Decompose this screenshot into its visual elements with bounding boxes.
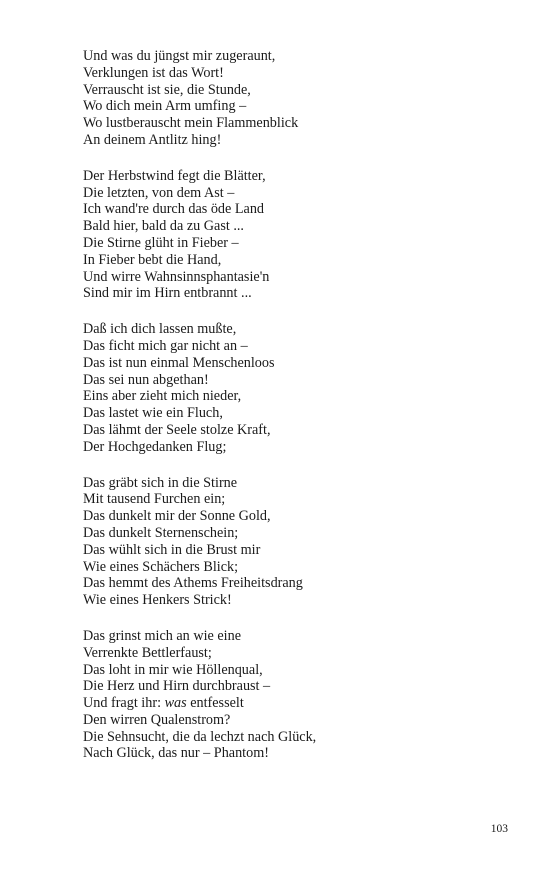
verse-line: Die Sehnsucht, die da lechzt nach Glück, bbox=[83, 728, 317, 745]
verse-line bbox=[83, 695, 523, 712]
verse-line: Bald hier, bald da zu Gast ... bbox=[83, 218, 244, 235]
verse-line: In Fieber bebt die Hand, bbox=[83, 251, 222, 268]
verse-line: Das loht in mir wie Höllenqual, bbox=[83, 661, 263, 678]
verse-line: Das hemmt des Athems Freiheitsdrang bbox=[83, 575, 303, 592]
verse-line: Die Stirne glüht in Fieber – bbox=[83, 234, 239, 251]
verse-line: Das dunkelt Sternenschein; bbox=[83, 524, 239, 541]
stanza bbox=[83, 321, 523, 455]
verse-line: Das sei nun abgethan! bbox=[83, 371, 209, 388]
verse-line: Das grinst mich an wie eine bbox=[83, 627, 241, 644]
verse-line: Das gräbt sich in die Stirne bbox=[83, 474, 238, 491]
verse-line: Der Hochgedanken Flug; bbox=[83, 438, 227, 455]
verse-line: An deinem Antlitz hing! bbox=[83, 131, 222, 148]
verse-line: Verklungen ist das Wort! bbox=[83, 64, 224, 81]
stanza bbox=[83, 168, 523, 302]
verse-line: Wo lustberauscht mein Flammenblick bbox=[83, 115, 299, 132]
verse-line: Eins aber zieht mich nieder, bbox=[83, 388, 242, 405]
verse-line: Und was du jüngst mir zugeraunt, bbox=[83, 48, 276, 64]
verse-line: Verrauscht ist sie, die Stunde, bbox=[83, 81, 251, 98]
verse-line: Das lastet wie ein Fluch, bbox=[83, 405, 223, 422]
stanza bbox=[83, 475, 523, 609]
verse-line: Das dunkelt mir der Sonne Gold, bbox=[83, 508, 271, 525]
verse-line: Das lähmt der Seele stolze Kraft, bbox=[83, 421, 271, 438]
verse-line: Die letzten, von dem Ast – bbox=[83, 184, 235, 201]
verse-line: Wie eines Henkers Strick! bbox=[83, 592, 232, 609]
verse-line: Mit tausend Furchen ein; bbox=[83, 491, 226, 508]
verse-line: Der Herbstwind fegt die Blätter, bbox=[83, 167, 266, 184]
stanza bbox=[83, 628, 523, 762]
verse-line: Die Herz und Hirn durchbraust – bbox=[83, 678, 271, 695]
verse-line: Das ist nun einmal Menschenloos bbox=[83, 354, 275, 371]
poem bbox=[83, 48, 523, 781]
verse-line: Ich wand're durch das öde Land bbox=[83, 201, 265, 218]
verse-line: Nach Glück, das nur – Phantom! bbox=[83, 745, 269, 762]
verse-line: Das wühlt sich in die Brust mir bbox=[83, 541, 261, 558]
verse-line: Daß ich dich lassen mußte, bbox=[83, 321, 237, 338]
verse-line: Sind mir im Hirn entbrannt ... bbox=[83, 285, 252, 302]
verse-line: Und wirre Wahnsinnsphantasie'n bbox=[83, 268, 270, 285]
verse-line: Verrenkte Bettlerfaust; bbox=[83, 644, 212, 661]
verse-line: Wo dich mein Arm umfing – bbox=[83, 98, 247, 115]
emphasized-word: was bbox=[164, 695, 187, 712]
verse-text: Und fragt ihr: bbox=[83, 695, 165, 712]
verse-line: Wie eines Schächers Blick; bbox=[83, 558, 239, 575]
verse-line: Das ficht mich gar nicht an – bbox=[83, 337, 248, 354]
verse-text: entfesselt bbox=[186, 695, 244, 712]
page-number: 103 bbox=[490, 823, 508, 835]
verse-line: Den wirren Qualenstrom? bbox=[83, 711, 231, 728]
stanza bbox=[83, 48, 523, 149]
